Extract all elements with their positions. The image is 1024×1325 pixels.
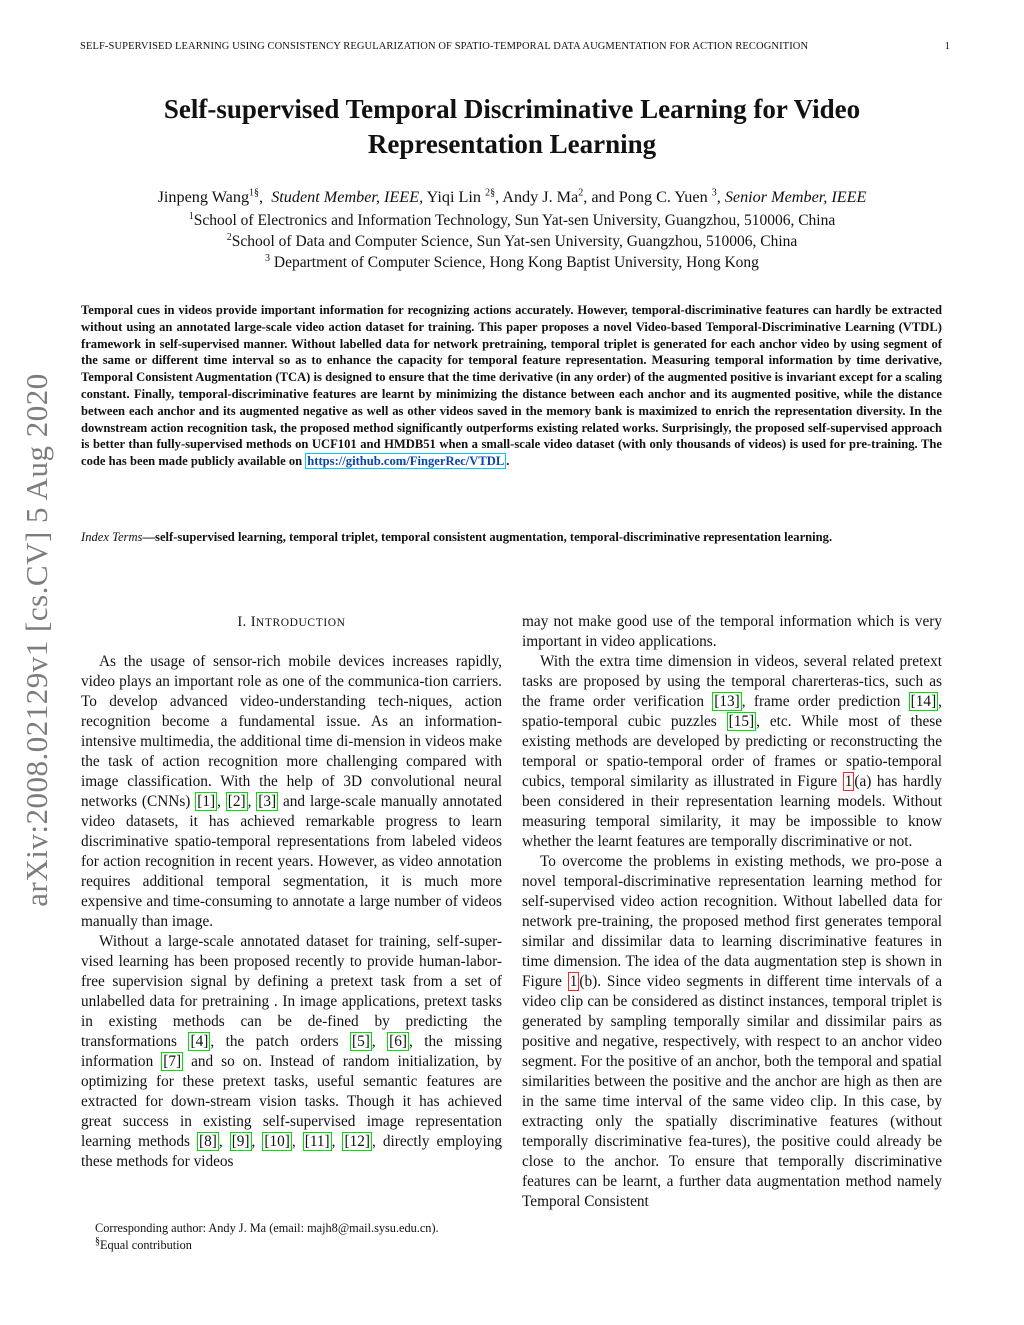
text-run: (a) has hardly been considered in their representation learning models. Without measuring temporal similarity, it may be impossible to know whether the learnt features are temporally discriminative or not. (522, 773, 942, 850)
citation-link[interactable]: [4] (190, 1033, 209, 1050)
affiliation-3-text: Department of Computer Science, Hong Kong Baptist University, Hong Kong (270, 254, 759, 271)
right-column (522, 612, 942, 1212)
page-number: 1 (944, 41, 950, 52)
abstract (81, 302, 942, 470)
section-numeral: I. (237, 614, 251, 630)
right-paragraph-1 (522, 652, 942, 852)
left-column (81, 652, 502, 1172)
title-line-1: Self-supervised Temporal Discriminative Learning for Video (163, 94, 861, 124)
running-head-text: SELF-SUPERVISED LEARNING USING CONSISTENCY REGULARIZATION OF SPATIO-TEMPORAL DATA AUGMENTATION FOR ACTION RECOGNITION (80, 41, 809, 52)
text-run: may not make good use of the temporal information which is very important in video applications. (522, 613, 942, 650)
author-and: and (591, 188, 615, 206)
text-run: , the missing information (81, 1033, 502, 1070)
text-run: With the extra time dimension in videos, several related pretext tasks are proposed by using the temporal charerteras-tics, such as the frame order verification (522, 653, 942, 710)
citation-link[interactable]: [13] (714, 693, 740, 710)
paper-title (60, 92, 964, 162)
index-terms (81, 529, 942, 546)
abstract-text: Temporal cues in videos provide important information for recognizing actions accurately. However, temporal-discriminative features can hardly be extracted without using an annotated large-scale video action dataset for training. This paper proposes a novel Video-based Temporal-Discriminative Learning (VTDL) framework in self-supervised manner. Without labelled data for network pretraining, temporal triplet is generated for each anchor video by using segment of the same or different time interval so as to enhance the capacity for temporal feature representation. Measuring temporal information by time derivative, Temporal Consistent Augmentation (TCA) is designed to ensure that the time derivative (in any order) of the augmented positive is invariant except for a scaling constant. Finally, temporal-discriminative features are learnt by minimizing the distance between each anchor and its augmented positive, while the distance between each anchor and its augmented negative as well as other videos saved in the memory bank is maximized to enrich the representation diversity. In the downstream action recognition task, the proposed method significantly outperforms existing related works. Surprisingly, the proposed self-supervised approach is better than fully-supervised methods on UCF101 and HMDB51 when a small-scale video dataset (with only thousands of videos) is used for pre-training. The code has been made publicly available on (81, 303, 942, 469)
citation-link[interactable]: [14] (910, 693, 937, 710)
affiliation-1-sup: 1 (188, 210, 194, 222)
right-paragraph-0 (522, 612, 942, 652)
author-4-role: Senior Member, IEEE (724, 188, 867, 206)
author-3-sup: 2 (578, 187, 584, 199)
running-head (80, 41, 950, 52)
section-heading-introduction (81, 614, 502, 631)
text-run: , the patch orders (210, 1033, 350, 1050)
abstract-end: . (506, 454, 510, 469)
affiliation-1-text: School of Electronics and Information Technology, Sun Yat-sen University, Guangzhou, 510006, China (193, 212, 836, 229)
author-4-name: Pong C. Yuen (618, 188, 708, 206)
text-run: and large-scale manually annotated video datasets, it has achieved remarkable progress to learn discriminative spatio-temporal representations from labeled videos for action recognition in recent years. However, as video annotation requires additional temporal segmentation, it is much more expensive and time-consuming to annotate a large number of videos manually than image. (81, 793, 502, 930)
citation-link[interactable]: [1] (197, 793, 216, 810)
affiliation-2-text: School of Data and Computer Science, Sun Yat-sen University, Guangzhou, 510006, China (231, 233, 798, 250)
citation-link[interactable]: [7] (163, 1053, 182, 1070)
author-1-role: Student Member, IEEE (271, 188, 420, 206)
affiliation-3-sup: 3 (265, 252, 271, 264)
figure-link[interactable]: 1 (844, 773, 853, 790)
arxiv-sidebar (17, 340, 57, 940)
citation-link[interactable]: [8] (199, 1133, 217, 1150)
citation-link[interactable]: [3] (258, 793, 277, 810)
index-terms-text: —self-supervised learning, temporal triplet, temporal consistent augmentation, temporal-discriminative representation learning. (142, 530, 833, 544)
right-paragraph-2 (522, 852, 942, 1212)
citation-link[interactable]: [6] (389, 1033, 407, 1050)
text-run: As the usage of sensor-rich mobile devices increases rapidly, video plays an important role as one of the communica-tion carriers. To develop advanced video-understanding tech-niques, action recognition become a fundamental issue. As an information-intensive multimedia, the additional time di-mension in videos make the task of action recognition more challenging compared with image classification. With the help of 3D convolutional neural networks (CNNs) (81, 653, 502, 810)
affiliation-1 (60, 211, 964, 231)
citation-link[interactable]: [11] (304, 1133, 330, 1150)
footnote-equal (95, 1237, 505, 1254)
title-line-2: Representation Learning (367, 129, 657, 159)
intro-paragraph-2: Without a large-scale annotated dataset for training, self-super-vised learning has been proposed recently to provide human-labor-free supervision signal by defining a pretext task from a set of unlabelled data for pretraining . In image applications, pretext tasks in existing methods can be de-fined by predicting the transformations [4] , the patch orders [5] , [6] , the missing information [7] and so on. Instead of random initialization, by optimizing for these pretext tasks, useful semantic features are extracted for down-stream vision tasks. Though it has achieved great success in existing self-supervised image representation learning methods [8] , [9] , [10] , [11] , [12] , directly employing these methods for videos (81, 933, 503, 1170)
intro-paragraph-1: As the usage of sensor-rich mobile devices increases rapidly, video plays an important role as one of the communica-tion carriers. To develop advanced video-understanding tech-niques, action recognition become a fundamental issue. As an information-intensive multimedia, the additional time di-mension in videos make the task of action recognition more challenging compared with image classification. With the help of 3D convolutional neural networks (CNNs) [1] , [2] , [3] and large-scale manually annotated video datasets, it has achieved remarkable progress to learn discriminative spatio-temporal representations from labeled videos for action recognition in recent years. However, as video annotation requires additional temporal segmentation, it is much more expensive and time-consuming to annotate a large number of videos manually than image. (81, 653, 502, 930)
arxiv-identifier: arXiv:2008.02129v1 [cs.CV] 5 Aug 2020 (19, 373, 54, 907)
citation-link[interactable]: [5] (352, 1033, 370, 1050)
citation-link[interactable]: [10] (264, 1133, 290, 1150)
text-run: and so on. Instead of random initialization, by optimizing for these pretext tasks, useful semantic features are extracted for down-stream vision tasks. Though it has achieved great success in existing self-supervised image representation learning methods (81, 1053, 503, 1150)
text-run: (b). Since video segments in different time intervals of a video clip can be considered as distinct instances, temporal triplet is generated by sampling temporally similar and dissimilar pairs as positive and negative, respectively, with respect to an anchor video segment. For the positive of an anchor, both the temporal and spatial similarities between the positive and the anchor are high as then are in the same time interval of the same video clip. In this case, by extracting only the spatially discriminative features (without temporally discriminative fea-tures), the positive could already be close to the anchor. To ensure that temporally discriminative features can be learnt, a further data augmentation method namely Temporal Consistent (522, 973, 943, 1210)
text-run: Without a large-scale annotated dataset for training, self-super-vised learning has been proposed recently to provide human-labor-free supervision signal by defining a pretext task from a set of unlabelled data for pretraining . In image applications, pretext tasks in existing methods can be de-fined by predicting the transformations (81, 933, 502, 1050)
index-terms-label: Index Terms (81, 530, 143, 544)
affiliation-3 (60, 253, 964, 273)
author-2-sup: 2§ (485, 187, 496, 199)
citation-link[interactable]: [12] (344, 1133, 370, 1150)
section-rest: NTRODUCTION (255, 617, 346, 629)
author-1-sup: 1§ (249, 187, 260, 199)
author-list: Jinpeng Wang$^{1\S}$, Student Member, IEEE, Yiqi Lin $^{2\S}$, Andy J. Ma$^2$, and Pong C. Yuen $^3$, Senior Member, IEEE (157, 187, 867, 206)
text-run: , etc. While most of these existing methods are developed by predicting or reconstructing the temporal or spatio-temporal order of frames or spatio-temporal cubics, temporal similarity as illustrated in Figure (522, 713, 942, 790)
affiliation-2-sup: 2 (226, 231, 232, 243)
citation-link[interactable]: [9] (231, 1133, 250, 1150)
footnote-equal-text: Equal contribution (100, 1238, 192, 1252)
author-3-name: Andy J. Ma (502, 188, 579, 206)
text-run: , spatio-temporal cubic puzzles (522, 693, 942, 730)
text-run: , frame order prediction (741, 693, 909, 710)
section-first-letter: I (250, 614, 256, 630)
author-1-name: Jinpeng Wang (157, 188, 250, 206)
citation-link[interactable]: [2] (227, 793, 246, 810)
footnote-sup: § (95, 1235, 100, 1247)
author-2-name: Yiqi Lin (426, 188, 482, 206)
figure-link[interactable]: 1 (569, 973, 578, 990)
author-4-sup: 3 (711, 187, 717, 199)
text-run: , directly employing these methods for videos (81, 1133, 502, 1170)
footnote (95, 1220, 505, 1254)
affiliation-2 (60, 232, 964, 252)
citation-link[interactable]: [15] (728, 713, 755, 730)
footnote-corresponding: Corresponding author: Andy J. Ma (email: majh8@mail.sysu.edu.cn). (95, 1221, 439, 1235)
code-link[interactable]: https://github.com/FingerRec/VTDL (307, 454, 505, 469)
text-run: To overcome the problems in existing methods, we pro-pose a novel temporal-discriminative representation learning method for self-supervised video action recognition. Without labelled data for network pre-training, the proposed method first generates temporal similar and dissimilar data to learning discriminative features in time dimension. The idea of the data augmentation step is shown in Figure (522, 853, 942, 990)
